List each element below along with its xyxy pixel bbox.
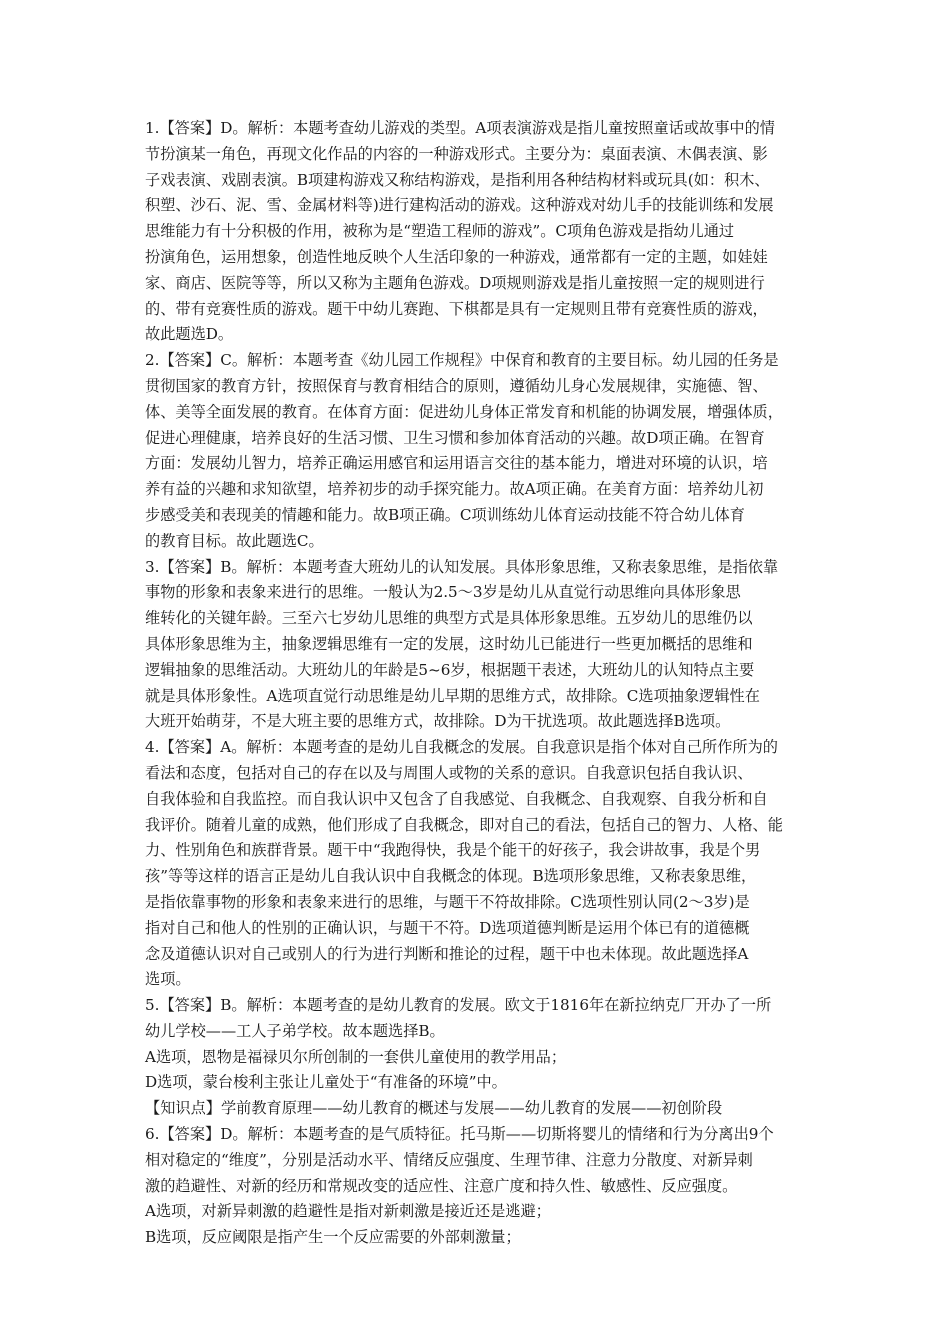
text-line: 思维能力有十分积极的作用，被称为是“塑造工程师的游戏”。C项角色游戏是指幼儿通过 [145, 222, 735, 241]
text-line: 5.【答案】B。解析：本题考查的是幼儿教育的发展。欧文于1816年在新拉纳克厂开办了一所 [145, 996, 772, 1015]
text-line: 念及道德认识对自己或别人的行为进行判断和推论的过程，题干中也未体现。故此题选择A [145, 944, 749, 963]
text-line: 3.【答案】B。解析：本题考查大班幼儿的认知发展。具体形象思维，又称表象思维，是指依靠 [145, 557, 779, 576]
text-line: 孩”等等这样的语言正是幼儿自我认识中自我概念的体现。B选项形象思维，又称表象思维， [145, 867, 757, 886]
text-line: 促进心理健康，培养良好的生活习惯、卫生习惯和参加体育活动的兴趣。故D项正确。在智育 [145, 428, 765, 447]
text-line: 2.【答案】C。解析：本题考查《幼儿园工作规程》中保育和教育的主要目标。幼儿园的任务是 [145, 351, 779, 370]
text-line: 事物的形象和表象来进行的思维。一般认为2.5～3岁是幼儿从直觉行动思维向具体形象思 [145, 583, 741, 602]
text-line: 故此题选D。 [145, 325, 234, 344]
text-line: 就是具体形象性。A选项直觉行动思维是幼儿早期的思维方式，故排除。C选项抽象逻辑性在 [145, 686, 760, 705]
text-line: 维转化的关键年龄。三至六七岁幼儿思维的典型方式是具体形象思维。五岁幼儿的思维仍以 [145, 609, 753, 628]
text-line: 的、带有竞赛性质的游戏。题干中幼儿赛跑、下棋都是具有一定规则且带有竞赛性质的游戏， [145, 299, 768, 318]
text-line: 是指依靠事物的形象和表象来进行的思维，与题干不符故排除。C选项性别认同(2～3岁)是 [145, 892, 750, 911]
text-line: D选项，蒙台梭利主张让儿童处于“有准备的环境”中。 [145, 1073, 507, 1092]
text-line: 逻辑抽象的思维活动。大班幼儿的年龄是5~6岁，根据题干表述，大班幼儿的认知特点主要 [145, 660, 755, 679]
text-line: 体、美等全面发展的教育。在体育方面：促进幼儿身体正常发育和机能的协调发展，增强体质， [145, 402, 783, 421]
text-line: 贯彻国家的教育方针，按照保育与教育相结合的原则，遵循幼儿身心发展规律，实施德、智、 [145, 376, 768, 395]
text-line: 相对稳定的“维度”，分别是活动水平、情绪反应强度、生理节律、注意力分散度、对新异刺 [145, 1150, 753, 1169]
text-line: 【知识点】学前教育原理——幼儿教育的概述与发展——幼儿教育的发展——初创阶段 [145, 1099, 723, 1118]
text-line: 看法和态度，包括对自己的存在以及与周围人或物的关系的意识。自我意识包括自我认识、 [145, 763, 753, 782]
text-line: 步感受美和表现美的情趣和能力。故B项正确。C项训练幼儿体育运动技能不符合幼儿体育 [145, 505, 745, 524]
text-line: 自我体验和自我监控。而自我认识中又包含了自我感觉、自我概念、自我观察、自我分析和自 [145, 789, 768, 808]
text-line: A选项，对新异刺激的趋避性是指对新刺激是接近还是逃避； [145, 1202, 551, 1221]
text-line: 子戏表演、戏剧表演。B项建构游戏又称结构游戏，是指利用各种结构材料或玩具(如：积木、 [145, 170, 770, 189]
text-line: 养有益的兴趣和求知欲望，培养初步的动手探究能力。故A项正确。在美育方面：培养幼儿初 [145, 480, 764, 499]
text-line: 6.【答案】D。解析：本题考查的是气质特征。托马斯——切斯将婴儿的情绪和行为分离出9个 [145, 1125, 774, 1144]
text-line: B选项，反应阈限是指产生一个反应需要的外部刺激量； [145, 1228, 521, 1247]
text-line: 我评价。随着儿童的成熟，他们形成了自我概念，即对自己的看法，包括自己的智力、人格、能 [145, 815, 783, 834]
text-line: 4.【答案】A。解析：本题考查的是幼儿自我概念的发展。自我意识是指个体对自己所作所为的 [145, 738, 778, 757]
document-body [145, 116, 813, 1251]
text-line: 方面：发展幼儿智力，培养正确运用感官和运用语言交往的基本能力，增进对环境的认识，培 [145, 454, 768, 473]
text-line: 力、性别角色和族群背景。题干中“我跑得快，我是个能干的好孩子，我会讲故事，我是个男 [145, 841, 761, 860]
text-line: 扮演角色，运用想象，创造性地反映个人生活印象的一种游戏，通常都有一定的主题，如娃娃 [145, 247, 768, 266]
text-line: 的教育目标。故此题选C。 [145, 531, 324, 550]
text-line: 大班开始萌芽，不是大班主要的思维方式，故排除。D为干扰选项。故此题选择B选项。 [145, 712, 731, 731]
text-line: 积塑、沙石、泥、雪、金属材料等)进行建构活动的游戏。这种游戏对幼儿手的技能训练和发展 [145, 196, 774, 215]
text-line: 具体形象思维为主，抽象逻辑思维有一定的发展，这时幼儿已能进行一些更加概括的思维和 [145, 634, 753, 653]
text-line: 指对自己和他人的性别的正确认识，与题干不符。D选项道德判断是运用个体已有的道德概 [145, 918, 750, 937]
text-line: 幼儿学校——工人子弟学校。故本题选择B。 [145, 1021, 445, 1040]
text-line: 1.【答案】D。解析：本题考查幼儿游戏的类型。A项表演游戏是指儿童按照童话或故事中的情 [145, 119, 775, 137]
text-line: 选项。 [145, 970, 191, 989]
text-line: 家、商店、医院等等，所以又称为主题角色游戏。D项规则游戏是指儿童按照一定的规则进行 [145, 273, 765, 292]
text-line: 激的趋避性、对新的经历和常规改变的适应性、注意广度和持久性、敏感性、反应强度。 [145, 1176, 738, 1195]
text-line: A选项，恩物是福禄贝尔所创制的一套供儿童使用的教学用品； [145, 1047, 567, 1066]
text-line: 节扮演某一角色，再现文化作品的内容的一种游戏形式。主要分为：桌面表演、木偶表演、影 [145, 144, 768, 163]
